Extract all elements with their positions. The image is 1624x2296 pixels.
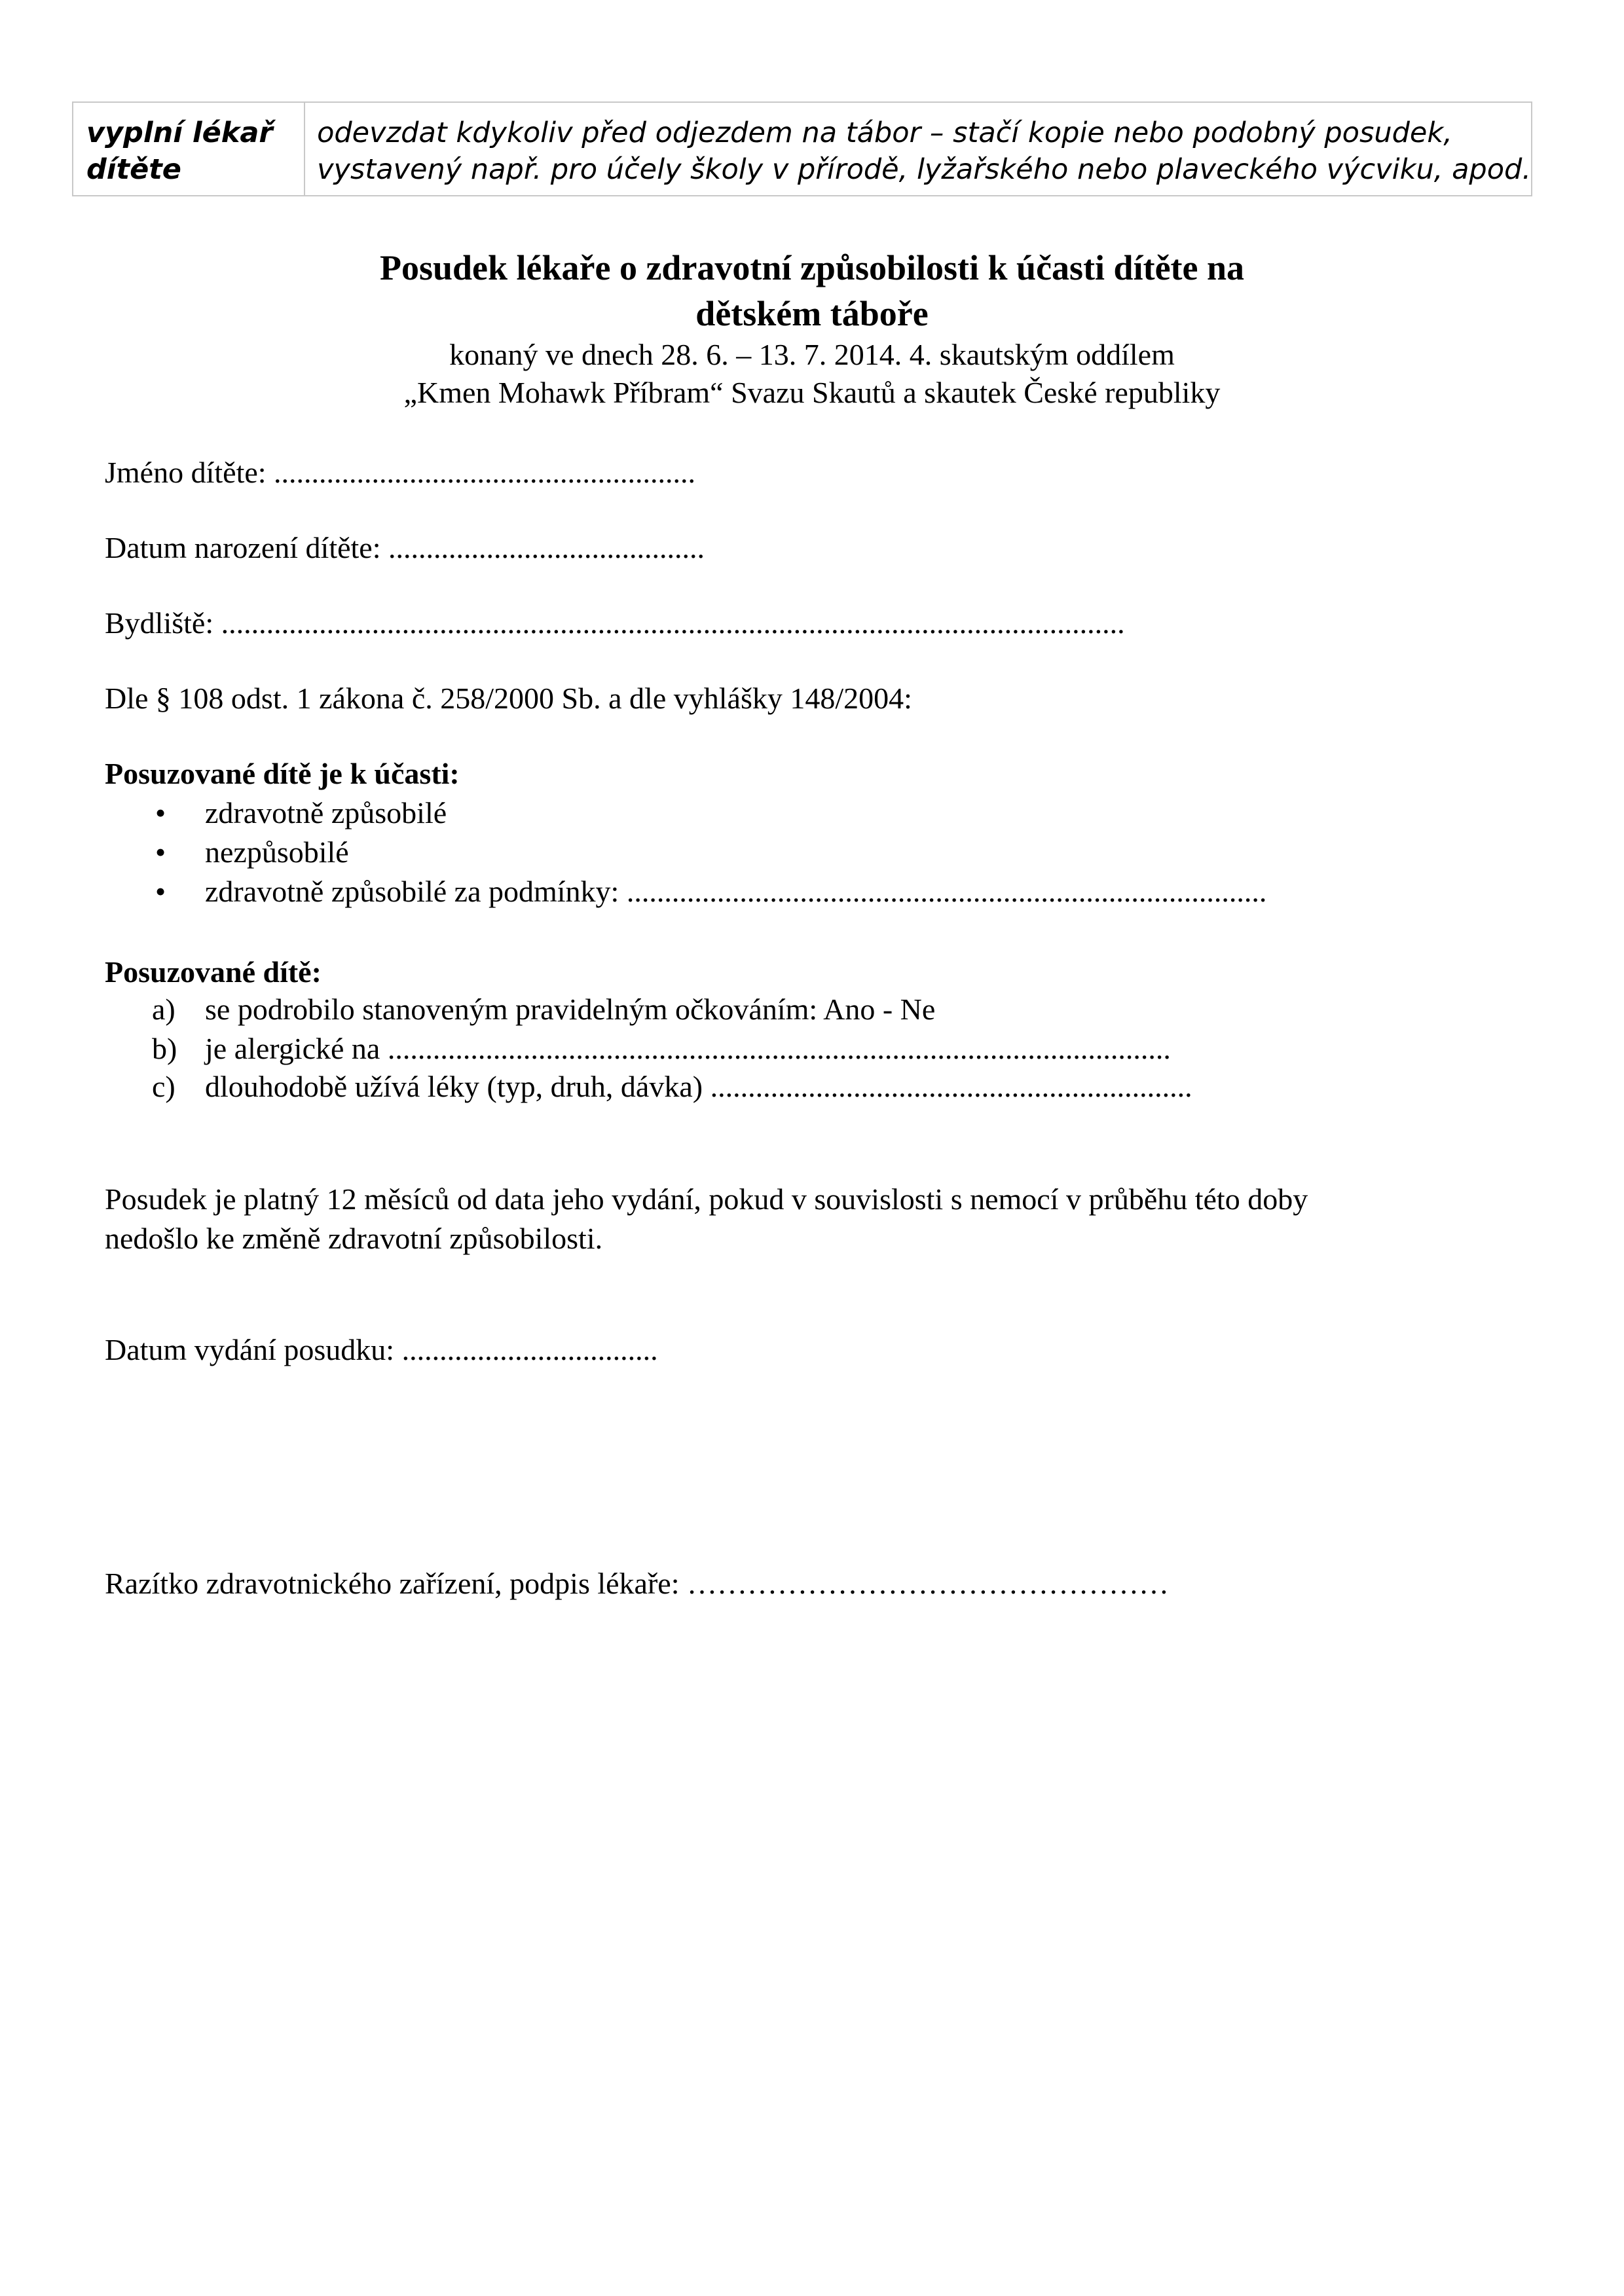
header-note-instructions-line2: vystavený např. pro účely školy v přírodě, lyžařského nebo plaveckého výcviku, apod. bbox=[317, 153, 1531, 186]
child-info-item: je alergické na ........................................................................................................ bbox=[205, 1032, 1171, 1065]
list-marker: c) bbox=[152, 1070, 175, 1103]
header-note-who bbox=[73, 103, 305, 195]
header-note-who-line1: vyplní lékař bbox=[86, 117, 273, 149]
list-marker: b) bbox=[152, 1032, 177, 1065]
legal-basis-text: Dle § 108 odst. 1 zákona č. 258/2000 Sb. a dle vyhlášky 148/2004: bbox=[105, 682, 912, 715]
issue-date-field: Datum vydání posudku: .................................. bbox=[105, 1333, 658, 1366]
document-title-line2: dětském táboře bbox=[695, 294, 929, 333]
eligibility-option: zdravotně způsobilé za podmínky: ..................................................................................... bbox=[205, 875, 1267, 908]
bullet-icon: • bbox=[155, 835, 166, 869]
stamp-signature-field: Razítko zdravotnického zařízení, podpis lékaře: ………………………………………… bbox=[105, 1567, 1169, 1600]
header-note-instructions bbox=[305, 103, 1531, 195]
eligibility-option: zdravotně způsobilé bbox=[205, 796, 447, 829]
list-marker: a) bbox=[152, 993, 175, 1026]
child-name-field: Jméno dítěte: ........................................................ bbox=[105, 456, 696, 489]
validity-text-line2: nedošlo ke změně zdravotní způsobilosti. bbox=[105, 1222, 603, 1255]
organization-line: „Kmen Mohawk Příbram“ Svazu Skautů a skautek České republiky bbox=[403, 376, 1221, 409]
eligibility-option: nezpůsobilé bbox=[205, 835, 349, 869]
residence-field: Bydliště: ........................................................................................................................ bbox=[105, 606, 1125, 640]
bullet-icon: • bbox=[155, 875, 166, 908]
header-note-who-line2: dítěte bbox=[86, 153, 181, 186]
header-note-table bbox=[72, 101, 1532, 196]
child-info-heading: Posuzované dítě: bbox=[105, 955, 322, 989]
birth-date-field: Datum narození dítěte: .......................................... bbox=[105, 531, 705, 564]
child-info-item: dlouhodobě užívá léky (typ, druh, dávka) ................................................................ bbox=[205, 1070, 1192, 1103]
validity-text-line1: Posudek je platný 12 měsíců od data jeho vydání, pokud v souvislosti s nemocí v průběhu této doby bbox=[105, 1182, 1308, 1216]
bullet-icon: • bbox=[155, 796, 166, 829]
camp-dates-line: konaný ve dnech 28. 6. – 13. 7. 2014. 4. skautským oddílem bbox=[449, 338, 1175, 371]
document-title-line1: Posudek lékaře o zdravotní způsobilosti k účasti dítěte na bbox=[379, 248, 1245, 287]
eligibility-heading: Posuzované dítě je k účasti: bbox=[105, 757, 460, 790]
header-note-instructions-line1: odevzdat kdykoliv před odjezdem na tábor – stačí kopie nebo podobný posudek, bbox=[317, 117, 1452, 149]
child-info-item: se podrobilo stanoveným pravidelným očkováním: Ano - Ne bbox=[205, 993, 936, 1026]
